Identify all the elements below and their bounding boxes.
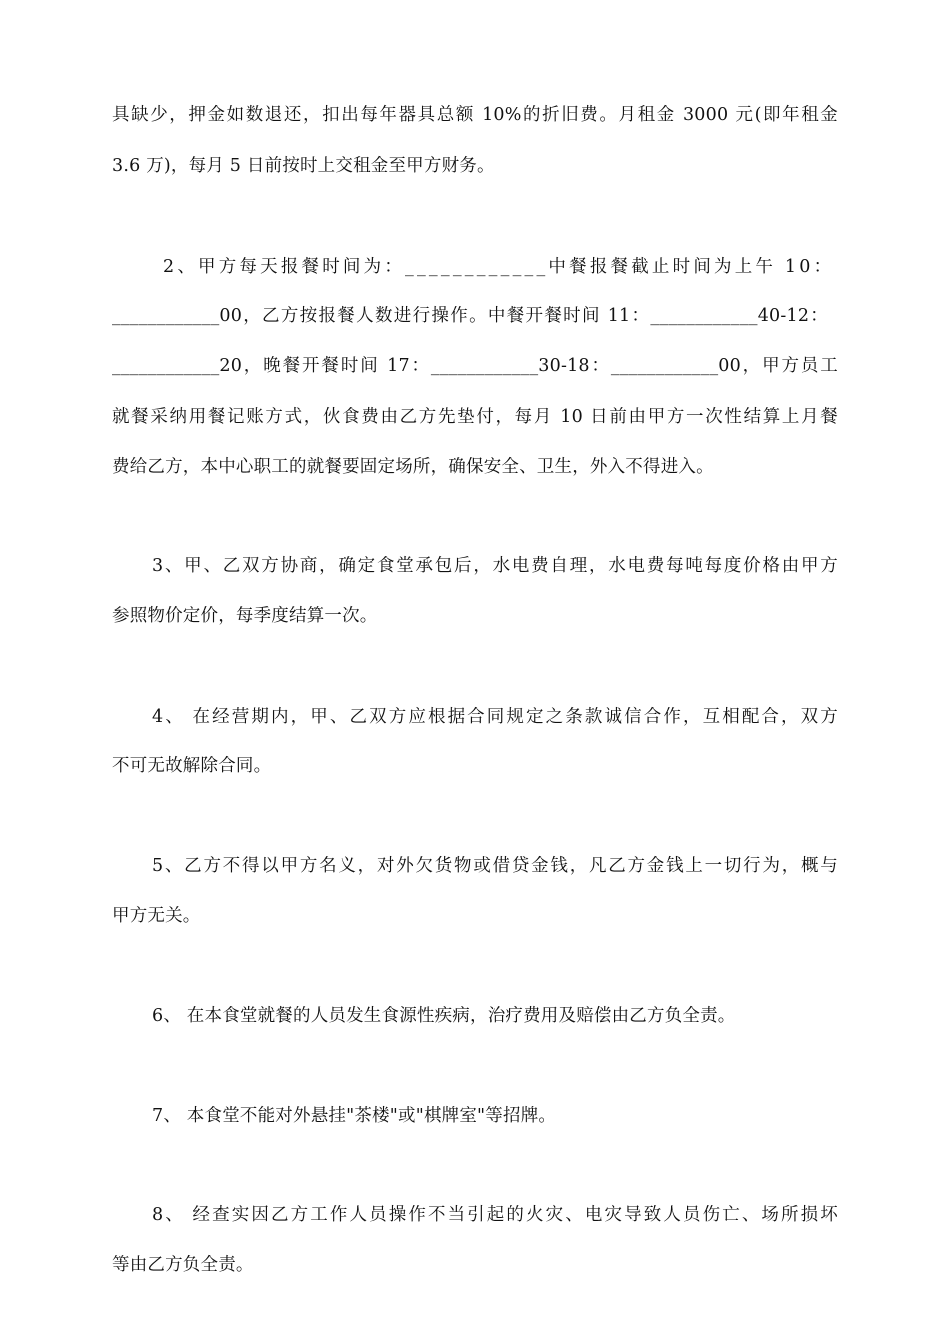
clause-8-line-1: 8、 经查实因乙方工作人员操作不当引起的火灾、电灾导致人员伤亡、场所损坏	[152, 1205, 838, 1225]
clause-4-line-1: 4、 在经营期内，甲、乙双方应根据合同规定之条款诚信合作，互相配合，双方	[152, 707, 838, 727]
clause-2-line-3: ____________20，晚餐开餐时间 17：____________30-18：____________00，甲方员工	[112, 356, 838, 376]
clause-4-line-2: 不可无故解除合同。	[112, 756, 272, 776]
clause-3-line-2: 参照物价定价，每季度结算一次。	[112, 606, 378, 626]
paragraph-1-line-2: 3.6 万)，每月 5 日前按时上交租金至甲方财务。	[112, 156, 495, 176]
clause-5-line-2: 甲方无关。	[112, 906, 201, 926]
clause-5-line-1: 5、乙方不得以甲方名义，对外欠货物或借贷金钱，凡乙方金钱上一切行为，概与	[152, 856, 838, 876]
clause-2-line-2: ____________00，乙方按报餐人数进行操作。中餐开餐时间 11：____________40-12：	[112, 306, 828, 326]
paragraph-1-line-1: 具缺少，押金如数退还，扣出每年器具总额 10%的折旧费。月租金 3000 元(即年租金	[112, 105, 838, 125]
clause-2-line-5: 费给乙方，本中心职工的就餐要固定场所，确保安全、卫生，外入不得进入。	[112, 457, 714, 477]
clause-3-line-1: 3、甲、乙双方协商，确定食堂承包后，水电费自理，水电费每吨每度价格由甲方	[152, 556, 838, 576]
clause-8-line-2: 等由乙方负全责。	[112, 1255, 254, 1275]
clause-2-line-4: 就餐采纳用餐记账方式，伙食费由乙方先垫付，每月 10 日前由甲方一次性结算上月餐	[112, 407, 838, 427]
clause-7-line-1: 7、 本食堂不能对外悬挂"茶楼"或"棋牌室"等招牌。	[152, 1106, 557, 1126]
clause-2-line-1: 2、甲方每天报餐时间为：____________中餐报餐截止时间为上午 10：	[163, 257, 835, 277]
clause-6-line-1: 6、 在本食堂就餐的人员发生食源性疾病，治疗费用及赔偿由乙方负全责。	[152, 1006, 736, 1026]
